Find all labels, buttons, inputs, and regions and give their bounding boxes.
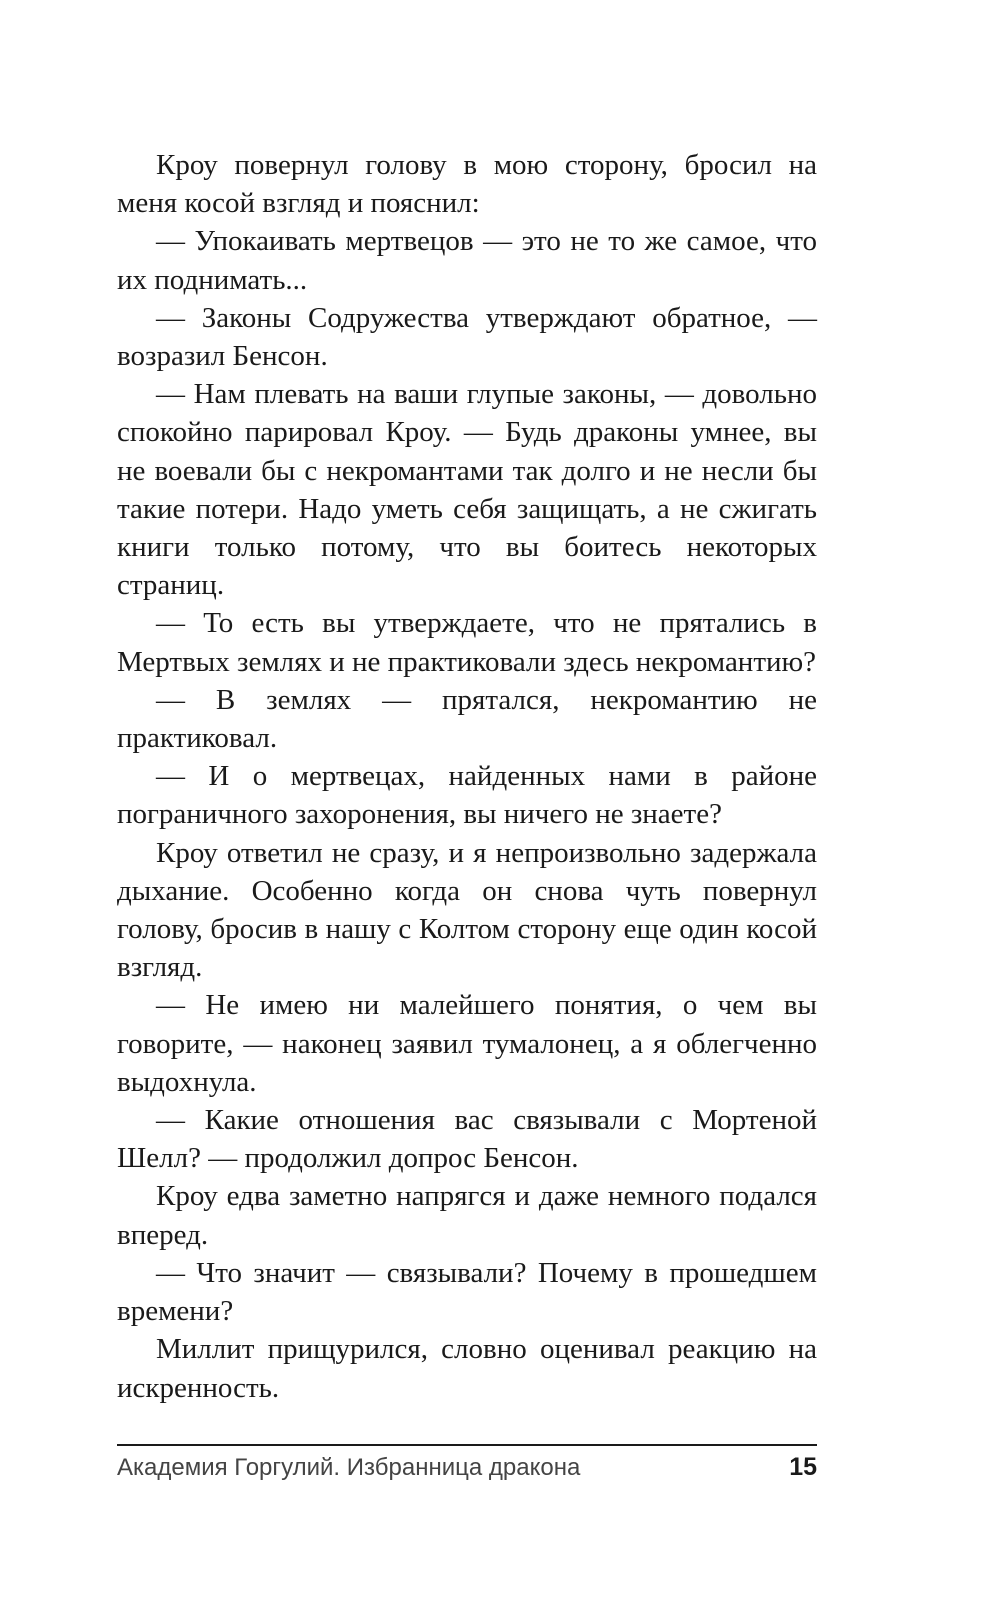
body-text — [117, 146, 817, 1407]
paragraph: Кроу едва заметно напрягся и даже немного подался вперед. — [117, 1180, 817, 1251]
paragraph: — Законы Содружества утверждают обратное, — возразил Бенсон. — [117, 301, 817, 373]
paragraph: — Какие отношения вас связывали с Мортеной Шелл? — продолжил допрос Бенсон. — [117, 1104, 817, 1175]
paragraph: Миллит прищурился, словно оценивал реакцию на искренность. — [117, 1333, 817, 1404]
paragraph: — Не имею ни малейшего понятия, о чем вы говорите, — наконец заявил тумалонец, а я облегченно выдохнула. — [117, 989, 817, 1098]
paragraph: Кроу ответил не сразу, и я непроизвольно задержала дыхание. Особенно когда он снова чуть повернул голову, бросив в нашу с Колтом сторону еще один косой взгляд. — [117, 836, 817, 984]
paragraph: Кроу повернул голову в мою сторону, бросил на меня косой взгляд и пояснил: — [117, 149, 817, 220]
footer-divider — [117, 1444, 817, 1446]
paragraph: — В землях — прятался, некромантию не практиковал. — [117, 683, 817, 755]
paragraph: — И о мертвецах, найденных нами в районе пограничного захоронения, вы ничего не знаете? — [117, 760, 817, 831]
paragraph: — Что значит — связывали? Почему в прошедшем времени? — [117, 1256, 817, 1328]
running-footer-title: Академия Горгулий. Избранница дракона — [117, 1454, 581, 1481]
page-number: 15 — [789, 1453, 817, 1481]
paragraph: — Нам плевать на ваши глупые законы, — довольно спокойно парировал Кроу. — Будь драконы умнее, вы не воевали бы с некромантами так долго и не несли бы такие потери. Надо уметь себя защищать, а не сжигать книги только потому, что вы боитесь некоторых страниц. — [117, 378, 817, 602]
paragraph: — Упокаивать мертвецов — это не то же самое, что их поднимать... — [117, 225, 817, 296]
paragraph: — То есть вы утверждаете, что не прятались в Мертвых землях и не практиковали здесь некромантию? — [117, 607, 817, 678]
